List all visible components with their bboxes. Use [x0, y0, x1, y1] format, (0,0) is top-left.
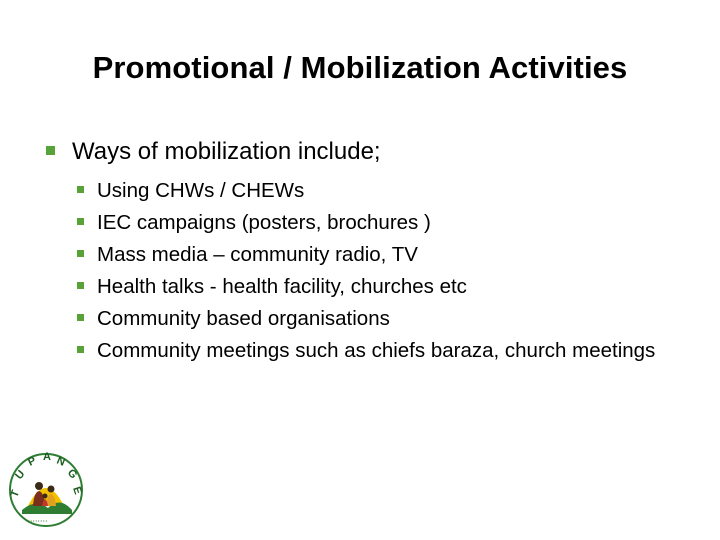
svg-text:G: G [64, 466, 80, 482]
list-item-text: Community meetings such as chiefs baraza, church meetings [97, 339, 656, 362]
sub-bullet-list [77, 175, 707, 367]
svg-text:N: N [54, 454, 67, 469]
svg-text:• • • • • • • •: • • • • • • • • [28, 518, 47, 523]
list-item [77, 335, 707, 367]
svg-text:T: T [8, 488, 23, 500]
square-bullet-icon [77, 218, 84, 225]
list-item-text: Mass media – community radio, TV [97, 243, 418, 266]
slide-title: Promotional / Mobilization Activities [92, 50, 628, 85]
square-bullet-icon [46, 146, 55, 155]
svg-text:E: E [70, 485, 84, 496]
list-item [77, 239, 707, 271]
square-bullet-icon [77, 250, 84, 257]
tupange-logo-icon [6, 440, 86, 532]
list-item [77, 271, 707, 303]
list-item [77, 303, 707, 335]
svg-text:P: P [26, 454, 38, 469]
list-item-text: Using CHWs / CHEWs [97, 179, 305, 202]
square-bullet-icon [77, 314, 84, 321]
svg-text:A: A [43, 451, 51, 463]
main-bullet-text: Ways of mobilization include; [72, 138, 381, 165]
square-bullet-icon [77, 346, 84, 353]
list-item-text: Community based organisations [97, 307, 390, 330]
list-item-text: IEC campaigns (posters, brochures ) [97, 211, 431, 234]
main-bullet [46, 135, 381, 169]
svg-text:U: U [13, 468, 28, 482]
square-bullet-icon [77, 186, 84, 193]
square-bullet-icon [77, 282, 84, 289]
list-item [77, 175, 707, 207]
list-item [77, 207, 707, 239]
list-item-text: Health talks - health facility, churches etc [97, 275, 467, 298]
